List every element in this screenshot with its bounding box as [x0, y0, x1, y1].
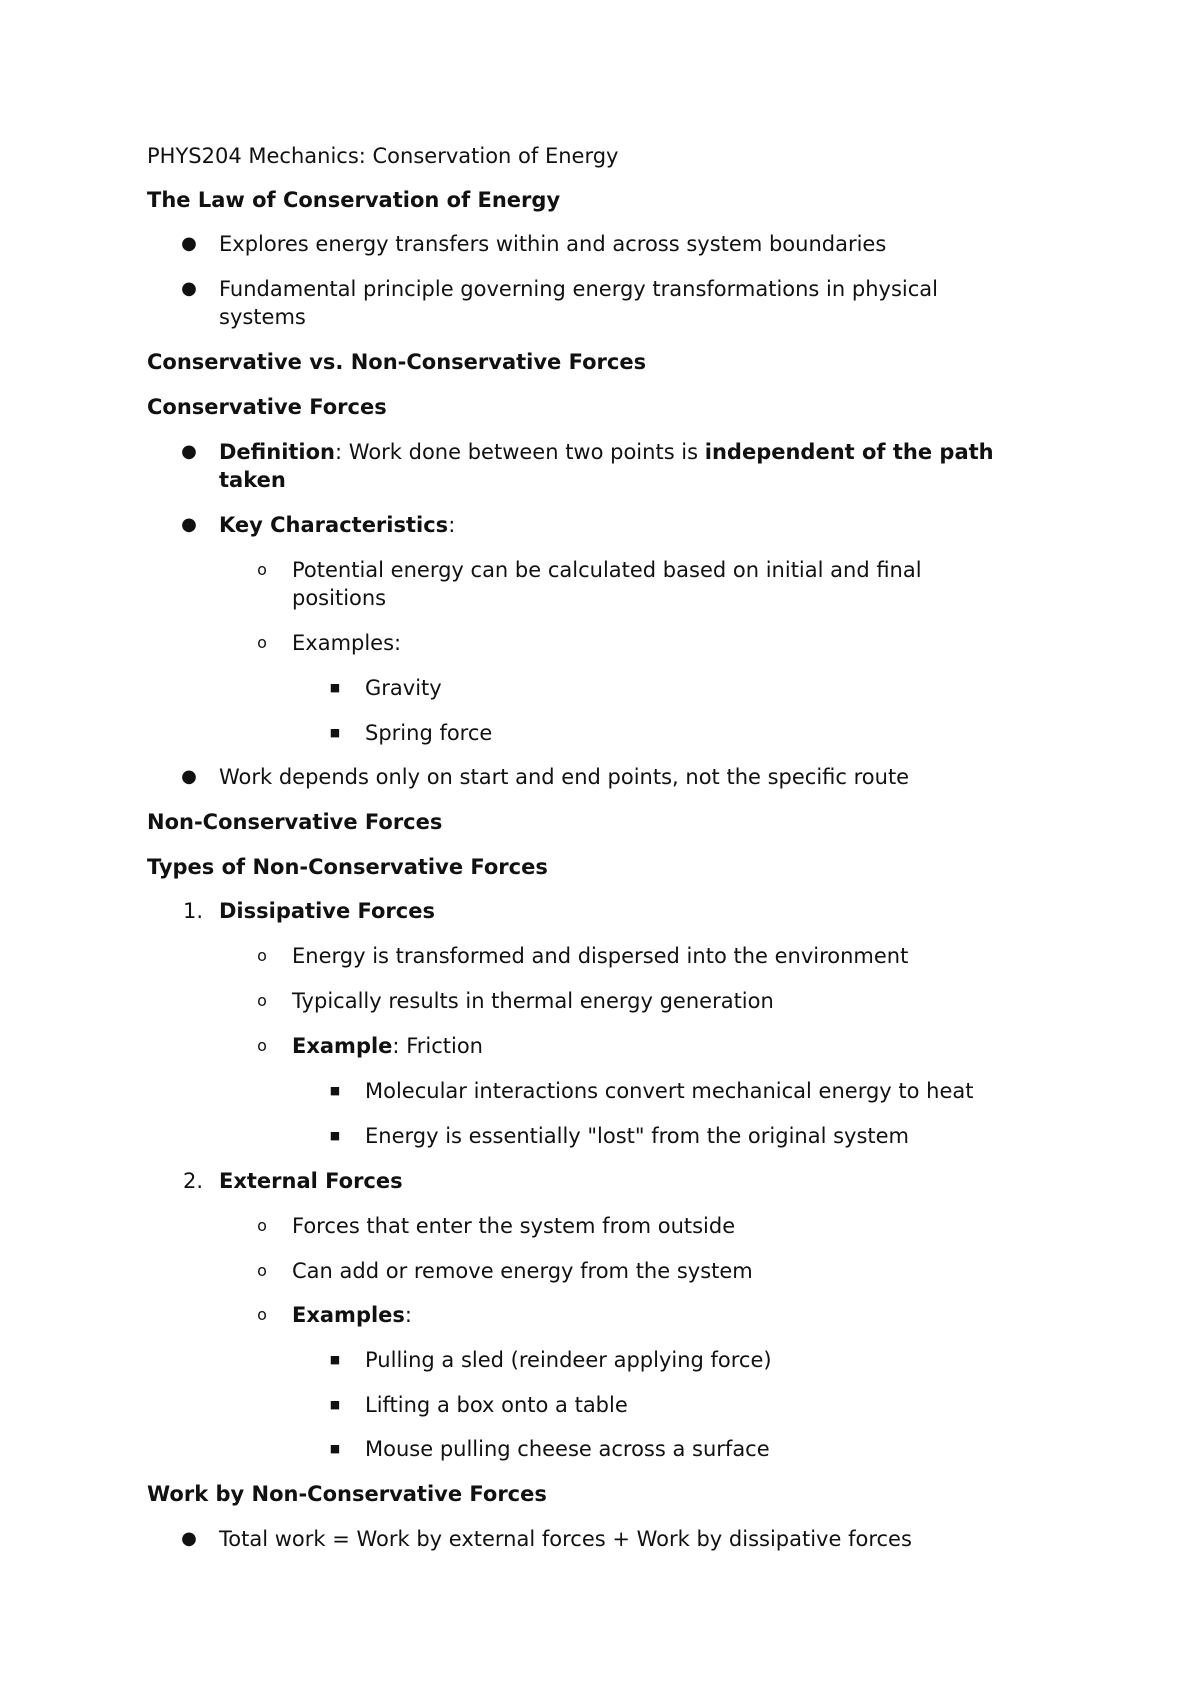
list-item-continuation: positions — [292, 586, 387, 610]
list-item-continuation: systems — [219, 305, 306, 329]
list-item: Potential energy can be calculated based on initial and final — [292, 558, 922, 582]
bullet-icon: ● — [181, 514, 197, 535]
list-item: Can add or remove energy from the system — [292, 1259, 753, 1283]
list-item: Fundamental principle governing energy transformations in physical — [219, 277, 938, 301]
list-item: Typically results in thermal energy generation — [292, 989, 774, 1013]
list-item: Total work = Work by external forces + Work by dissipative forces — [219, 1527, 912, 1551]
bullet-icon: o — [257, 633, 267, 652]
section-heading-nonconservative: Non-Conservative Forces — [147, 810, 443, 834]
list-item: Examples: — [292, 631, 402, 655]
example-line — [292, 1032, 483, 1060]
key-sep: : — [448, 513, 456, 537]
list-item: Work depends only on start and end points, not the specific route — [219, 765, 910, 789]
examples-label: Examples — [292, 1303, 405, 1327]
section-heading-conservative: Conservative Forces — [147, 395, 387, 419]
section-heading-work: Work by Non-Conservative Forces — [147, 1482, 547, 1506]
key-label: Key Characteristics — [219, 513, 449, 537]
bullet-icon: o — [257, 560, 267, 579]
list-item: Mouse pulling cheese across a surface — [365, 1437, 770, 1461]
definition-text: Work done between two points is — [348, 440, 705, 464]
bullet-icon: o — [257, 946, 267, 965]
bullet-icon: o — [257, 1036, 267, 1055]
bullet-icon: ■ — [329, 1129, 341, 1142]
section-heading-types: Types of Non-Conservative Forces — [147, 855, 548, 879]
example-sep: : — [392, 1034, 407, 1058]
bullet-icon: ■ — [329, 1084, 341, 1097]
bullet-icon: o — [257, 1305, 267, 1324]
definition-continuation: taken — [219, 468, 286, 492]
bullet-icon: o — [257, 1216, 267, 1235]
bullet-icon: ■ — [329, 1353, 341, 1366]
list-item: Gravity — [365, 676, 442, 700]
definition-bold: independent of the path — [704, 440, 994, 464]
bullet-icon: o — [257, 991, 267, 1010]
list-item: Spring force — [365, 721, 493, 745]
example-label: Example — [292, 1034, 393, 1058]
bullet-icon: ■ — [329, 726, 341, 739]
list-item: Molecular interactions convert mechanical energy to heat — [365, 1079, 974, 1103]
bullet-icon: ● — [181, 441, 197, 462]
key-characteristics-line — [219, 511, 455, 539]
document-title: PHYS204 Mechanics: Conservation of Energy — [147, 144, 619, 168]
definition-sep: : — [335, 440, 349, 464]
definition-label: Definition — [219, 440, 336, 464]
list-item: Energy is essentially "lost" from the original system — [365, 1124, 910, 1148]
bullet-icon: ● — [181, 278, 197, 299]
dissipative-label: Dissipative Forces — [219, 899, 435, 923]
list-item: Pulling a sled (reindeer applying force) — [365, 1348, 772, 1372]
bullet-icon: ■ — [329, 1442, 341, 1455]
examples-line — [292, 1301, 412, 1329]
examples-sep: : — [404, 1303, 412, 1327]
section-heading-law: The Law of Conservation of Energy — [147, 188, 561, 212]
list-number: 2. — [182, 1169, 203, 1193]
bullet-icon: ● — [181, 1528, 197, 1549]
list-item: Explores energy transfers within and across system boundaries — [219, 232, 887, 256]
definition-line — [219, 438, 994, 466]
list-item: Forces that enter the system from outside — [292, 1214, 736, 1238]
bullet-icon: o — [257, 1261, 267, 1280]
section-heading-cvn: Conservative vs. Non-Conservative Forces — [147, 350, 647, 374]
list-item: Lifting a box onto a table — [365, 1393, 628, 1417]
example-text: Friction — [406, 1034, 483, 1058]
bullet-icon: ■ — [329, 1398, 341, 1411]
list-number: 1. — [182, 899, 203, 923]
bullet-icon: ■ — [329, 681, 341, 694]
list-item: Energy is transformed and dispersed into the environment — [292, 944, 909, 968]
external-label: External Forces — [219, 1169, 403, 1193]
bullet-icon: ● — [181, 766, 197, 787]
bullet-icon: ● — [181, 233, 197, 254]
